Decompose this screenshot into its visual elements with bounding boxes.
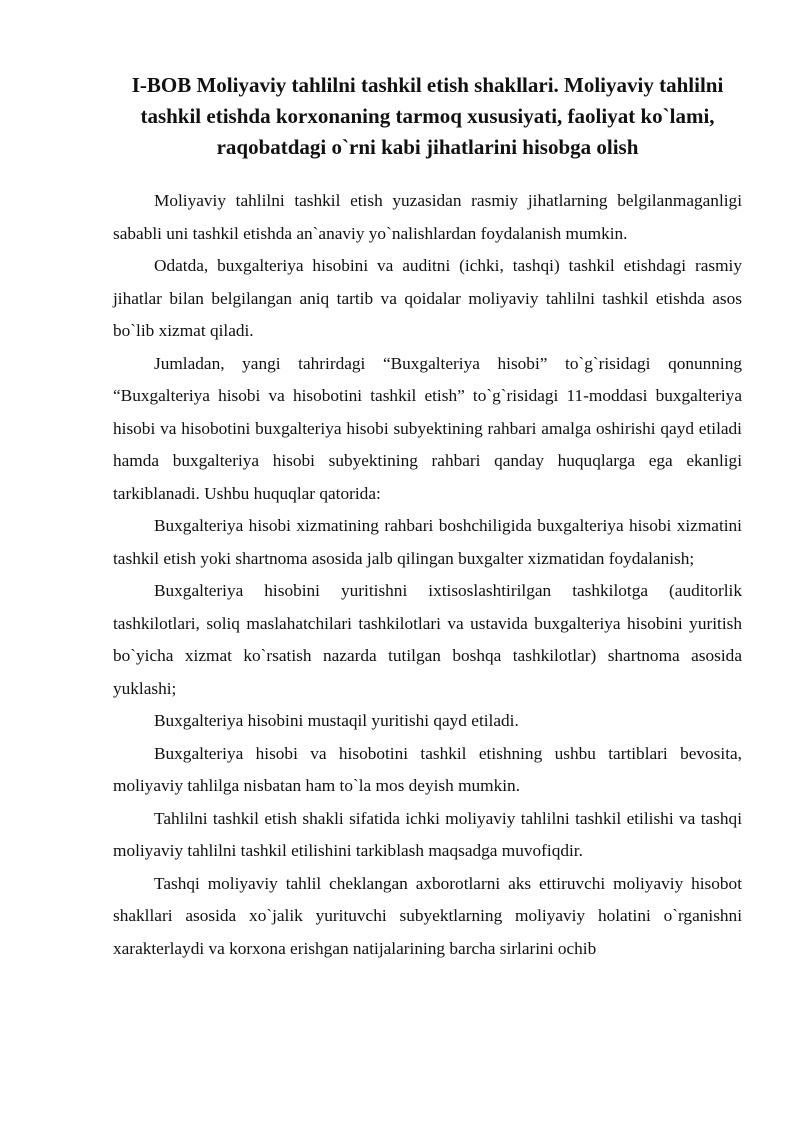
paragraph: Buxgalteriya hisobini yuritishni ixtisoslashtirilgan tashkilotga (auditorlik tashkilotlari, soliq maslahatchilari tashkilotlari va ustavida buxgalteriya hisobini yuritish bo`yicha xizmat ko`rsatish nazarda tutilgan boshqa tashkilotlar) shartnoma asosida yuklashi; [113, 581, 742, 698]
paragraph: Tahlilni tashkil etish shakli sifatida ichki moliyaviy tahlilni tashkil etilishi va tashqi moliyaviy tahlilni tashkil etilishini tarkiblash maqsadga muvofiqdir. [113, 808, 742, 860]
paragraph: Moliyaviy tahlilni tashkil etish yuzasidan rasmiy jihatlarning belgilanmaganligi sababli uni tashkil etishda an`anaviy yo`nalishlardan foydalanish mumkin. [113, 191, 742, 243]
paragraph: Buxgalteriya hisobini mustaqil yuritishi qayd etiladi. [154, 711, 519, 730]
paragraph: Buxgalteriya hisobi xizmatining rahbari boshchiligida buxgalteriya hisobi xizmatini tashkil etish yoki shartnoma asosida jalb qilingan buxgalter xizmatidan foydalanish; [113, 516, 742, 568]
paragraph: Jumladan, yangi tahrirdagi “Buxgalteriya hisobi” to`g`risidagi qonunning “Buxgalteriya hisobi va hisobotini tashkil etish” to`g`risidagi 11-moddasi buxgalteriya hisobi va hisobotini buxgalteriya hisobi subyektining rahbari amalga oshirishi qayd etiladi hamda buxgalteriya hisobi subyektining rahbari qanday huquqlarga ega ekanligi tarkiblanadi. Ushbu huquqlar qatorida: [113, 353, 742, 503]
document-page [113, 70, 742, 965]
paragraph: Odatda, buxgalteriya hisobini va auditni (ichki, tashqi) tashkil etishdagi rasmiy jihatlar bilan belgilangan aniq tartib va qoidalar moliyaviy tahlilni tashkil etishda asos bo`lib xizmat qiladi. [113, 256, 742, 340]
paragraph: Tashqi moliyaviy tahlil cheklangan axborotlarni aks ettiruvchi moliyaviy hisobot shakllari asosida xo`jalik yurituvchi subyektlarning moliyaviy holatini o`rganishni xarakterlaydi va korxona erishgan natijalarining barcha sirlarini ochib [113, 873, 742, 958]
paragraph: Buxgalteriya hisobi va hisobotini tashkil etishning ushbu tartiblari bevosita, moliyaviy tahlilga nisbatan ham to`la mos deyish mumkin. [113, 743, 742, 795]
chapter-title: I-BOB Moliyaviy tahlilni tashkil etish shakllari. Moliyaviy tahlilni tashkil etishda korxonaning tarmoq xususiyati, faoliyat ko`lami, raqobatdagi o`rni kabi jihatlarini hisobga olish [131, 73, 724, 159]
